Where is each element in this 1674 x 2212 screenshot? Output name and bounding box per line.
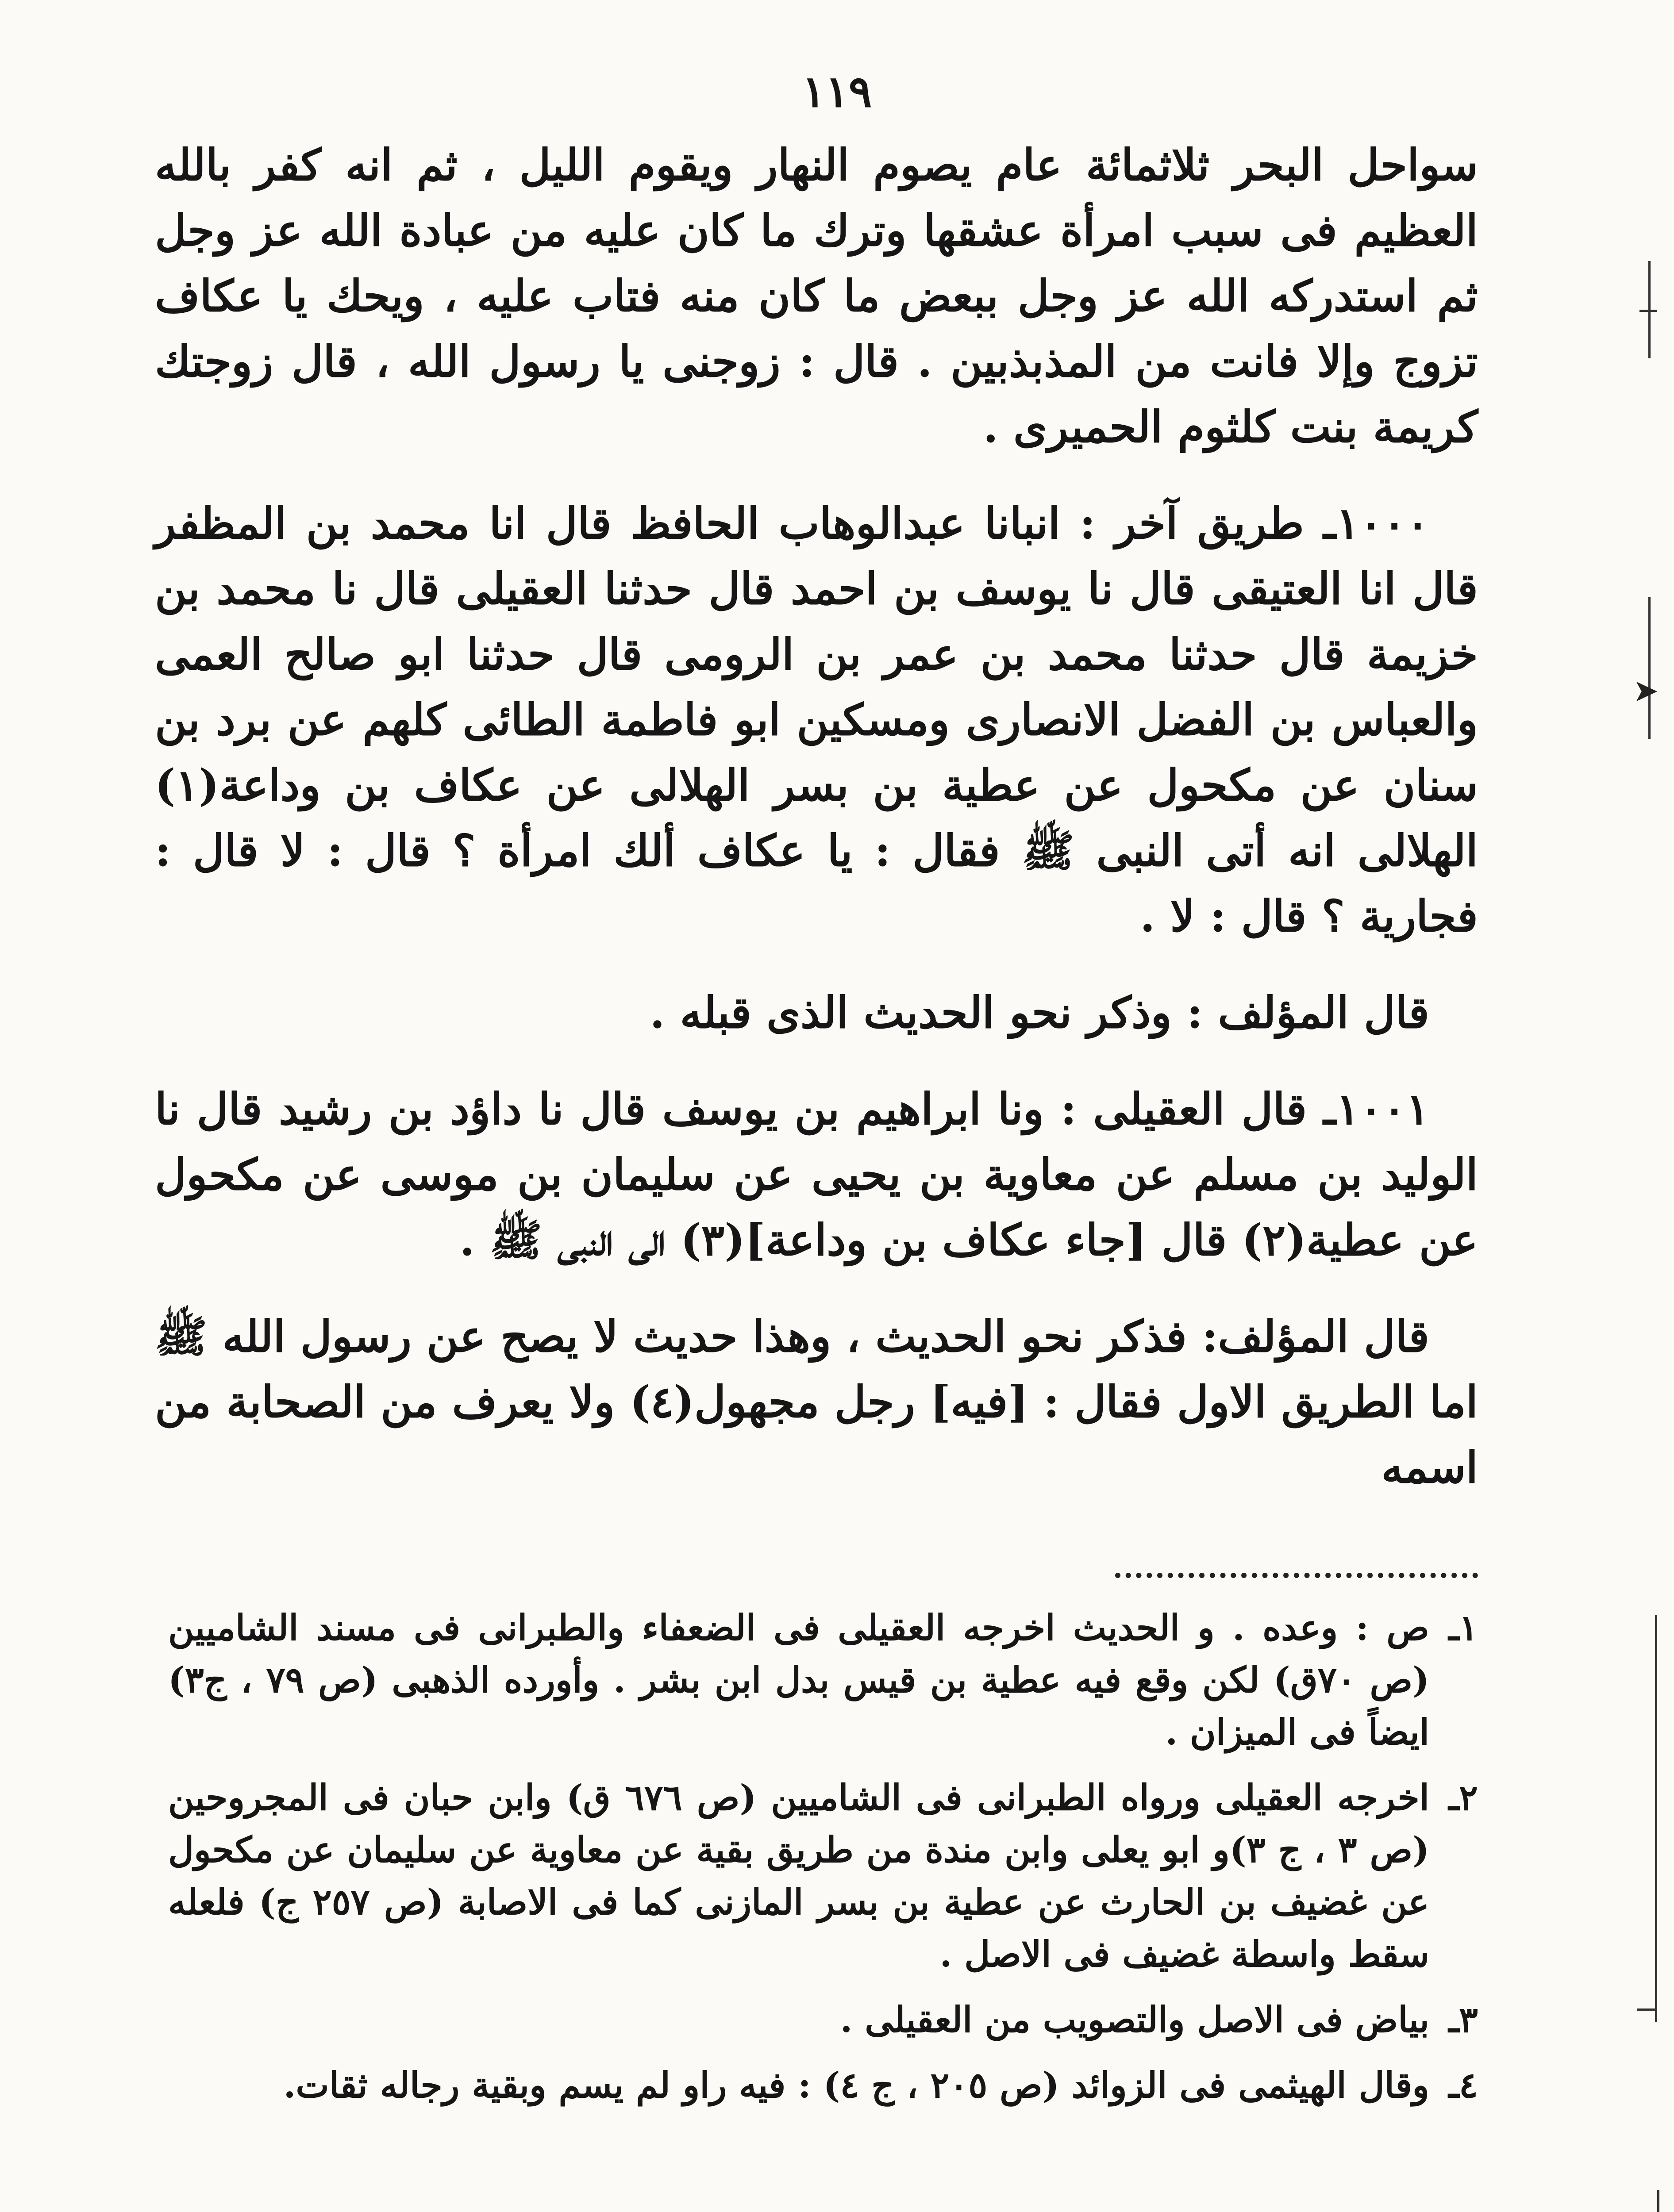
- footnote-text: وقال الهيثمى فى الزوائد (ص ٢٠٥ ، ج ٤) : فيه راو لم يسم وبقية رجاله ثقات.: [283, 2064, 1429, 2106]
- paragraph-author-note-1: قال المؤلف : وذكر نحو الحديث الذى قبله .: [650, 987, 1429, 1038]
- paragraph-hadith-1001: ١٠٠١ـ قال العقيلى : ونا ابراهيم بن يوسف قال نا داؤد بن رشيد قال نا الوليد بن مسلم عن معاوية بن يحيى عن سليمان بن موسى عن مكحول عن عطية(٢) قال [جاء عكاف بن وداعة](٣) الى النبى ﷺ .: [155, 1084, 1478, 1266]
- footnote-text: ص : وعده . و الحديث اخرجه العقيلى فى الضعفاء والطبرانى فى مسند الشاميين (ص ٧٠ق) لكن وقع فيه عطية بن قيس بدل ابن بشر . وأورده الذهبى (ص ٧٩ ، ج٣) ايضاً فى الميزان .: [168, 1607, 1430, 1753]
- footnote-4: [168, 2059, 1478, 2111]
- paragraph-continuation: سواحل البحر ثلاثمائة عام يصوم النهار ويقوم الليل ، ثم انه كفر بالله العظيم فى سبب امرأة عشقها وترك ما كان عليه من عبادة الله عز وجل ثم استدركه الله عز وجل ببعض ما كان منه فتاب عليه ، ويحك يا عكاف تزوج وإلا فانت من المذبذبين . قال : زوجنى يا رسول الله ، قال زوجتك كريمة بنت كلثوم الحميرى .: [155, 140, 1478, 453]
- paragraph-hadith-1000: ١٠٠٠ـ طريق آخر : انبانا عبدالوهاب الحافظ قال انا محمد بن المظفر قال انا العتيقى قال نا يوسف بن احمد قال حدثنا العقيلى قال نا محمد بن خزيمة قال حدثنا محمد بن عمر بن الرومى قال حدثنا ابو صالح العمى والعباس بن الفضل الانصارى ومسكين ابو فاطمة الطائى كلهم عن برد بن سنان عن مكحول عن عطية بن بسر الهلالى عن عكاف بن وداعة(١) الهلالى انه أتى النبى ﷺ فقال : يا عكاف ألك امرأة ؟ قال : لا قال : فجارية ؟ قال : لا .: [155, 498, 1478, 942]
- margin-line-middle: [1648, 597, 1651, 739]
- main-text: [155, 133, 1478, 1532]
- footnote-text: بياض فى الاصل والتصويب من العقيلى .: [840, 1999, 1429, 2040]
- margin-tick-top: [1639, 310, 1657, 312]
- footnotes: [168, 1601, 1478, 2124]
- footnote-number: ١ـ: [1448, 1607, 1478, 1648]
- footnote-separator: [1115, 1573, 1478, 1578]
- footnote-2: [168, 1771, 1478, 1980]
- footnote-number: ٤ـ: [1448, 2064, 1478, 2106]
- footnote-1: [168, 1601, 1478, 1758]
- footnote-number: ٣ـ: [1448, 1999, 1478, 2040]
- margin-line-bottom: [1657, 2190, 1659, 2212]
- margin-line-lower: [1655, 1615, 1657, 2022]
- footnote-number: ٢ـ: [1448, 1777, 1478, 1818]
- paragraph-author-note-2: قال المؤلف: فذكر نحو الحديث ، وهذا حديث لا يصح عن رسول الله ﷺ اما الطريق الاول فقال : [فيه] رجل مجهول(٤) ولا يعرف من الصحابة من اسمه: [155, 1311, 1478, 1493]
- margin-tick-lower: [1637, 2008, 1655, 2011]
- footnote-text: اخرجه العقيلى ورواه الطبرانى فى الشاميين (ص ٦٧٦ ق) وابن حبان فى المجروحين (ص ٣ ، ج ٣)و ابو يعلى وابن مندة من طريق بقية عن معاوية عن سليمان عن مكحول عن غضيف بن الحارث عن عطية بن بسر المازنى كما فى الاصابة (ص ٢٥٧ ج) فلعله سقط واسطة غضيف فى الاصل .: [168, 1777, 1430, 1975]
- margin-arrow-icon: ➤: [1633, 672, 1659, 709]
- footnote-3: [168, 1993, 1478, 2046]
- page-number: ١١٩: [802, 66, 872, 117]
